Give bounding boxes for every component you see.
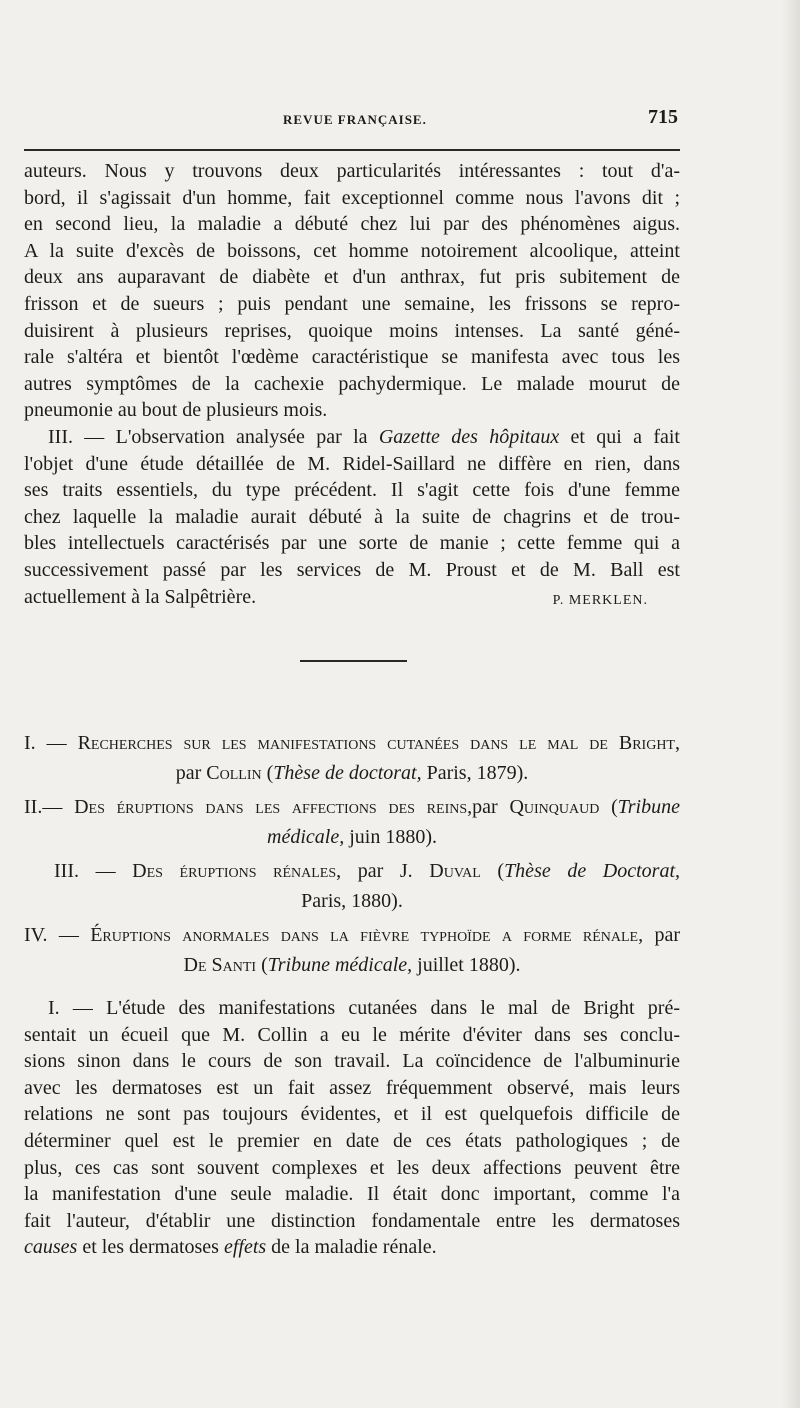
reference-line (24, 822, 680, 852)
reference-source: Thèse de Doctorat, (504, 860, 681, 882)
emphasis-word: causes (24, 1236, 78, 1259)
text-line: fait l'auteur, d'établir une distinction fondamentale entre les dermatoses (24, 1209, 680, 1232)
reference-title: Éruptions anormales dans la fièvre typhoïde a forme rénale, (90, 924, 644, 946)
reference-line (24, 950, 680, 980)
text-line: rale s'altéra et bientôt l'œdème caractéristique se manifesta avec tous les (24, 346, 680, 369)
body-text-bottom (24, 995, 680, 1261)
text-line: avec les dermatoses est un fait assez fréquemment observé, mais leurs (24, 1076, 680, 1099)
reference-source: Tribune médicale, (267, 954, 413, 976)
text-line: deux ans auparavant de diabète et d'un anthrax, fut pris subitement de (24, 266, 680, 289)
text-segment: et qui a fait (559, 425, 680, 448)
text-line: duisirent à plusieurs reprises, quoique moins intenses. La santé géné- (24, 319, 680, 342)
signature-line (24, 584, 680, 611)
reference-author: Duval (429, 860, 481, 882)
text-segment: ( (256, 954, 268, 976)
reference-number: III. — (54, 860, 133, 882)
text-line: I. — L'étude des manifestations cutanées dans le mal de Bright pré- (48, 997, 680, 1019)
text-segment: actuellement à la Salpêtrière. (24, 585, 257, 608)
body-text-top (24, 158, 680, 610)
reference-title: Des éruptions rénales, (132, 860, 342, 882)
text-line: en second lieu, la maladie a débuté chez lui par des phénomènes aigus. (24, 213, 680, 236)
reference-line (24, 758, 680, 788)
page-edge-shadow (782, 0, 800, 1408)
reference-author: Collin (206, 762, 262, 784)
page-header (0, 106, 800, 136)
reference-line (24, 728, 680, 758)
reference-source: médicale, (267, 826, 345, 848)
text-segment: par (472, 796, 510, 818)
reference-item (24, 792, 680, 852)
reference-title: Des éruptions dans les affections des reins, (74, 796, 473, 818)
text-line: l'objet d'une étude détaillée de M. Ridel-Saillard ne diffère en rien, dans (24, 452, 680, 475)
text-segment: III. — L'observation analysée par la (48, 425, 379, 448)
text-line (24, 1234, 680, 1261)
text-segment: et les dermatoses (77, 1236, 224, 1259)
text-segment: par J. (341, 860, 430, 882)
text-line: déterminer quel est le premier en date de ces états pathologiques ; de (24, 1129, 680, 1152)
text-line: sions sinon dans le cours de son travail. La coïncidence de l'albuminurie (24, 1050, 680, 1073)
reference-number: I. — (24, 732, 78, 754)
text-line (24, 424, 680, 451)
reference-item (24, 728, 680, 788)
reference-line: Paris, 1880). (301, 890, 403, 912)
text-line: plus, ces cas sont souvent complexes et les deux affections peuvent être (24, 1156, 680, 1179)
text-segment: par (175, 762, 207, 784)
author-signature: P. MERKLEN. (552, 592, 648, 608)
reference-number: II.— (24, 796, 75, 818)
text-line: bles intellectuels caractérisés par une sorte de manie ; cette femme qui a (24, 532, 680, 555)
text-segment: par (643, 924, 680, 946)
text-line: frisson et de sueurs ; puis pendant une semaine, les frissons se repro- (24, 292, 680, 315)
text-segment: ( (480, 860, 505, 882)
text-line: successivement passé par les services de M. Proust et de M. Ball est (24, 558, 680, 581)
text-line: A la suite d'excès de boissons, cet homme notoirement alcoolique, atteint (24, 239, 680, 262)
reference-line (24, 920, 680, 950)
text-segment: ( (599, 796, 618, 818)
text-segment: de la maladie rénale. (266, 1236, 437, 1259)
text-line: relations ne sont pas toujours évidentes, et il est quelquefois difficile de (24, 1103, 680, 1126)
reference-item (24, 856, 680, 916)
text-line: auteurs. Nous y trouvons deux particularités intéressantes : tout d'a- (24, 160, 680, 182)
text-line: pneumonie au bout de plusieurs mois. (24, 399, 328, 422)
section-divider (300, 660, 407, 662)
reference-title: Recherches sur les manifestations cutanées dans le mal de Bright, (77, 732, 680, 754)
running-title: REVUE FRANÇAISE. (283, 112, 427, 127)
reference-line (24, 856, 680, 886)
text-line: sentait un écueil que M. Collin a eu le mérite d'éviter dans ses conclu- (24, 1023, 680, 1046)
reference-item (24, 920, 680, 980)
reference-author: Quinquaud (509, 796, 600, 818)
text-segment: ( (261, 762, 274, 784)
reference-source: Thèse de doctorat, (273, 762, 422, 784)
reference-number: IV. — (24, 924, 91, 946)
text-segment: juin 1880). (344, 826, 437, 848)
text-line: bord, il s'agissait d'un homme, fait exceptionnel comme nous l'avons dit ; (24, 186, 680, 209)
header-rule (24, 149, 680, 151)
text-line: la manifestation d'une seule maladie. Il était donc important, comme l'a (24, 1183, 680, 1206)
page-number: 715 (648, 106, 678, 128)
reference-list (24, 728, 680, 984)
journal-title: Gazette des hôpitaux (378, 425, 560, 448)
text-line: ses traits essentiels, du type précédent. Il s'agit cette fois d'une femme (24, 479, 680, 502)
reference-line (24, 792, 680, 822)
emphasis-word: effets (223, 1236, 267, 1259)
text-line: autres symptômes de la cachexie pachydermique. Le malade mourut de (24, 372, 680, 395)
reference-source: Tribune (617, 796, 680, 818)
reference-author: De Santi (183, 954, 257, 976)
text-segment: juillet 1880). (412, 954, 521, 976)
text-line: chez laquelle la maladie aurait débuté à la suite de chagrins et de trou- (24, 505, 680, 528)
text-segment: Paris, 1879). (421, 762, 529, 784)
